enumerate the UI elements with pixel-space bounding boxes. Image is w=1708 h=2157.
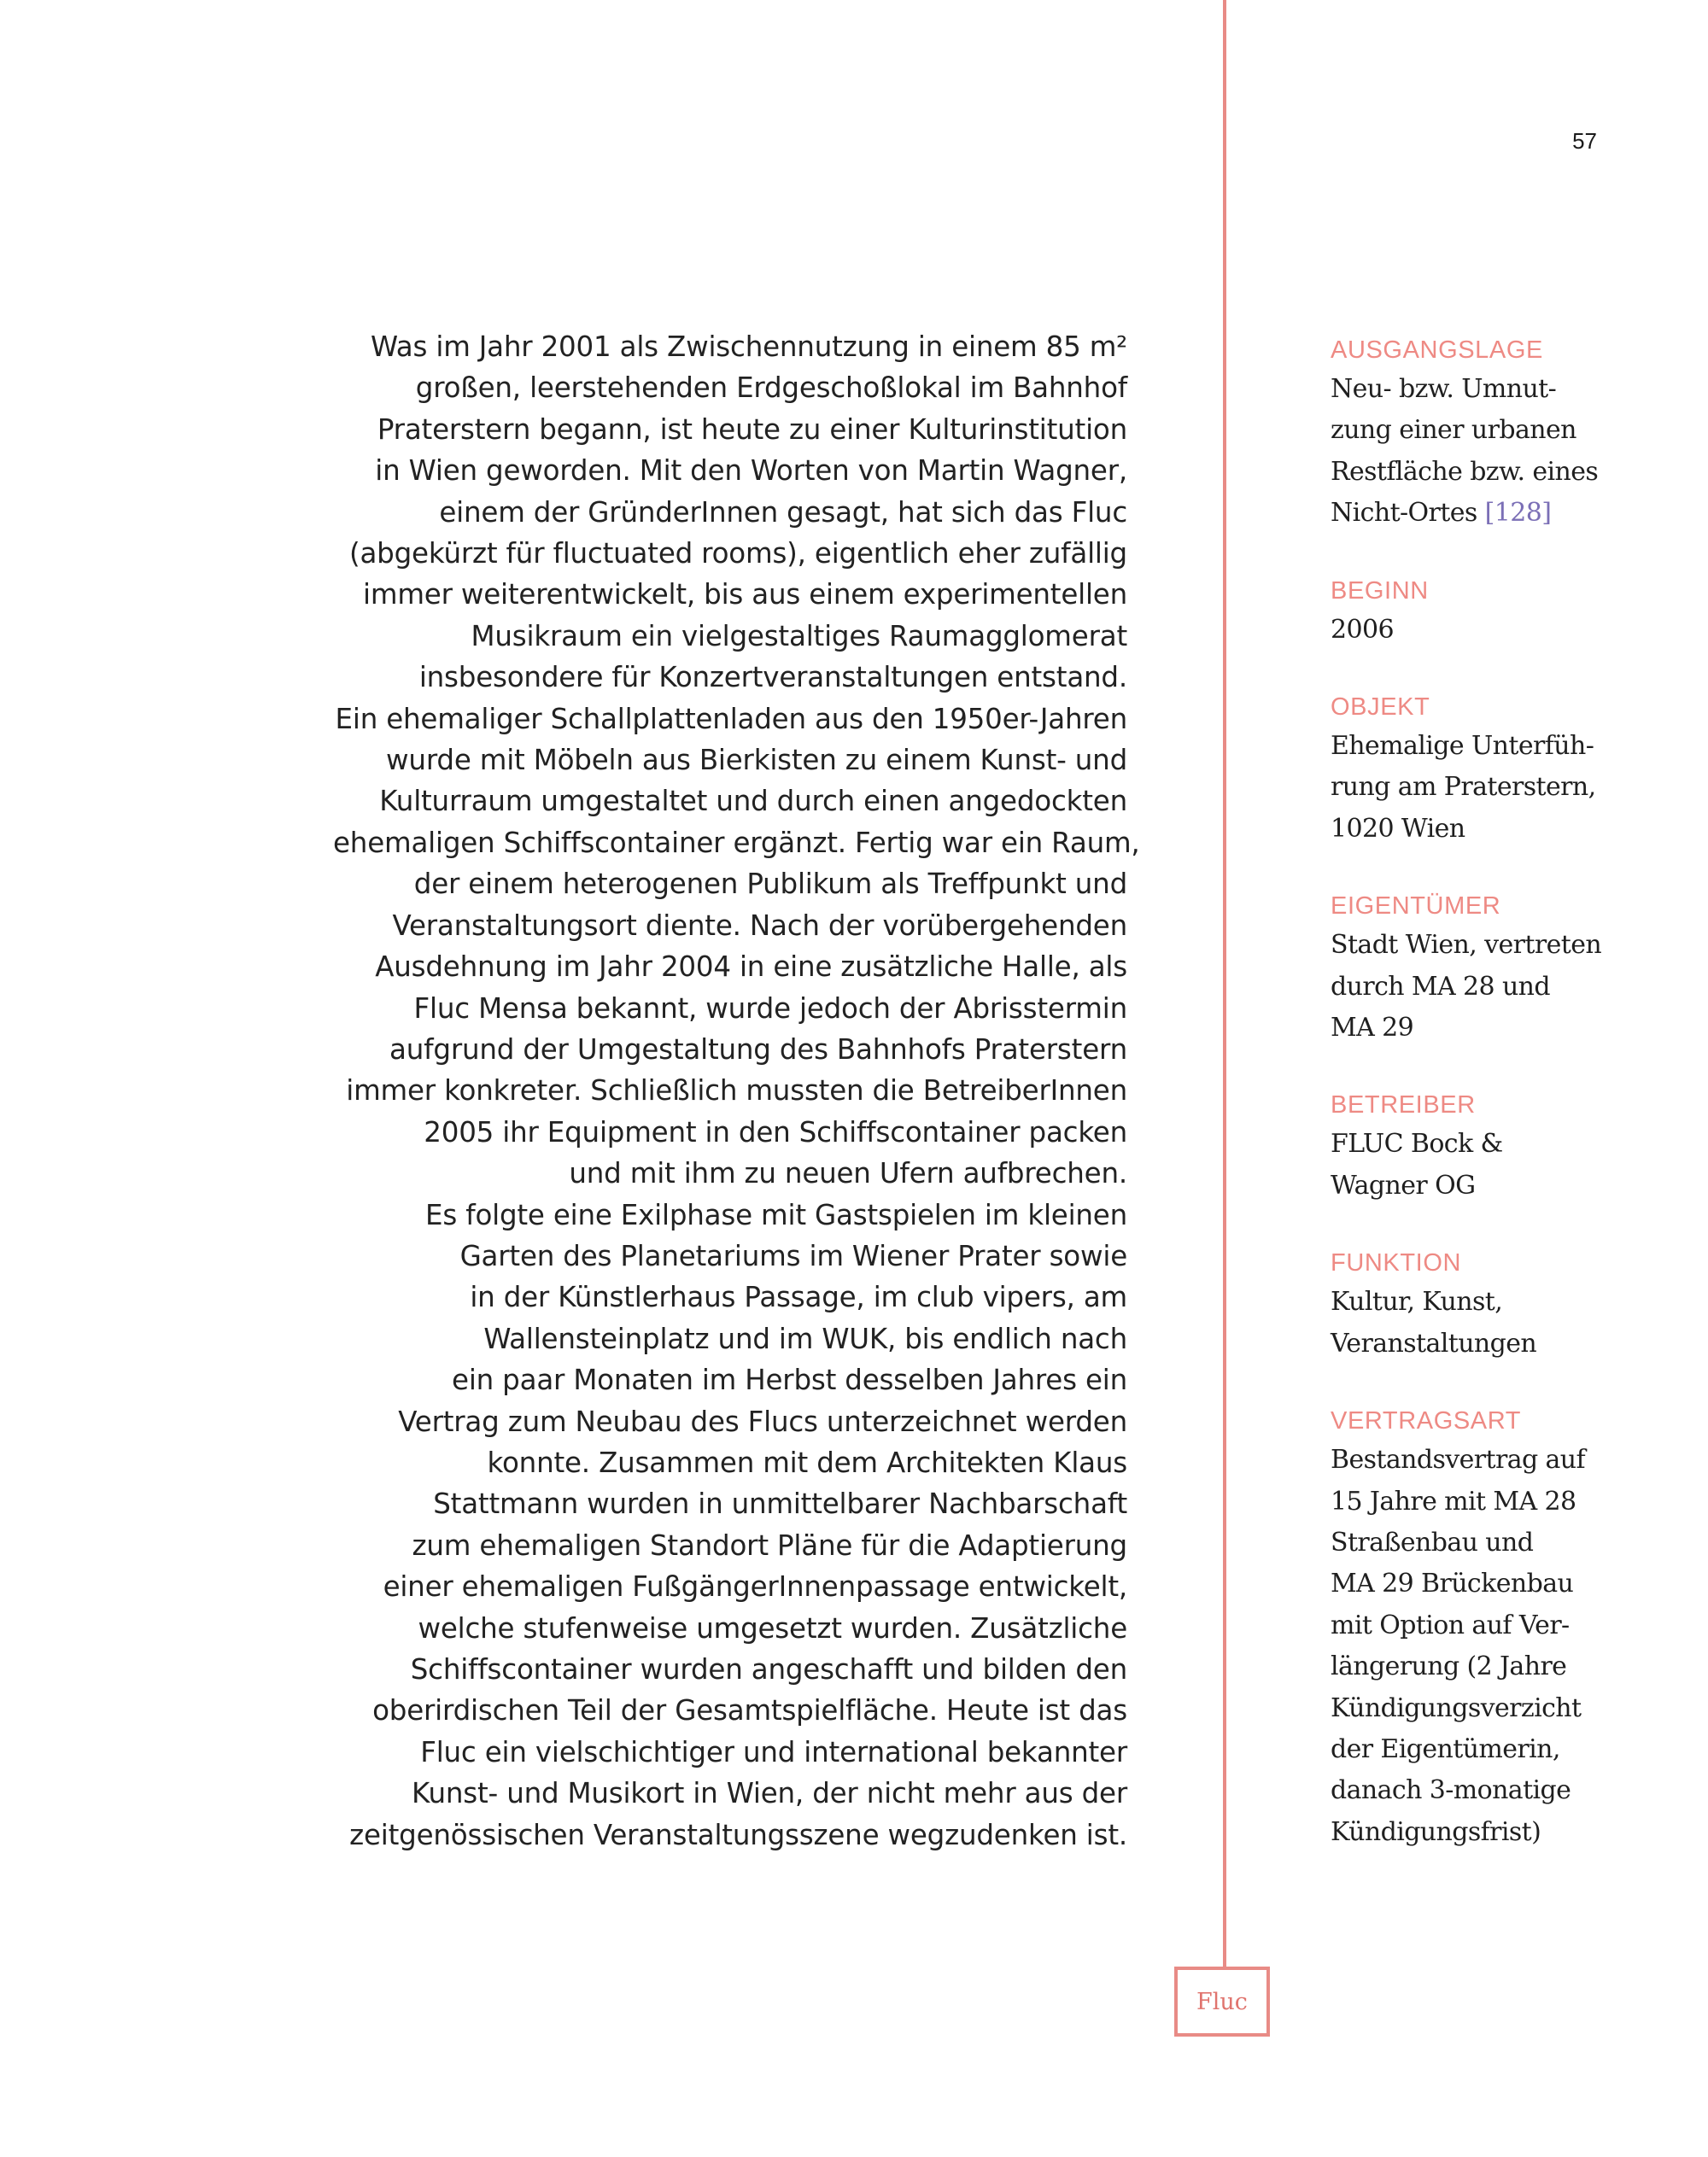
body-line: zum ehemaligen Standort Pläne für die Adaptierung (412, 1529, 1127, 1562)
meta-line: Kultur, Kunst, (1331, 1287, 1503, 1318)
vertical-rule (1223, 0, 1226, 1967)
meta-line: 2006 (1331, 614, 1394, 645)
meta-line: zung einer urbanen (1331, 415, 1576, 446)
body-line: Veranstaltungsort diente. Nach der vorübergehenden (392, 909, 1127, 942)
meta-line: MA 29 (1331, 1013, 1414, 1043)
body-line: Ein ehemaliger Schallplattenladen aus den 1950er-Jahren (335, 702, 1127, 735)
meta-label: EIGENTÜMER (1331, 892, 1501, 921)
meta-label: BEGINN (1331, 576, 1429, 605)
meta-line: mit Option auf Ver- (1331, 1610, 1570, 1640)
body-line: Fluc ein vielschichtiger und international bekannter (420, 1735, 1127, 1768)
body-line: Ausdehnung im Jahr 2004 in eine zusätzliche Halle, als (375, 950, 1127, 984)
meta-value (1331, 925, 1672, 1049)
meta-line: Kündigungsfrist) (1331, 1816, 1541, 1847)
chapter-tab-label: Fluc (1196, 1988, 1248, 2015)
meta-funktion (1331, 1248, 1672, 1365)
body-line: Schiffscontainer wurden angeschafft und bilden den (410, 1653, 1127, 1686)
body-line: Garten des Planetariums im Wiener Prater sowie (459, 1239, 1127, 1272)
meta-line: MA 29 Brückenbau (1331, 1569, 1574, 1599)
body-line: Musikraum ein vielgestaltiges Raumagglomerat (471, 619, 1127, 652)
meta-beginn (1331, 576, 1672, 651)
body-text (333, 326, 1140, 1856)
meta-betreiber (1331, 1090, 1672, 1207)
body-line: Wallensteinplatz und im WUK, bis endlich nach (483, 1322, 1127, 1355)
meta-value (1331, 610, 1672, 651)
body-line: aufgrund der Umgestaltung des Bahnhofs Praterstern (389, 1032, 1127, 1066)
meta-vertragsart (1331, 1406, 1672, 1853)
meta-line: der Eigentümerin, (1331, 1733, 1560, 1764)
meta-objekt (1331, 692, 1672, 850)
body-line: Vertrag zum Neubau des Flucs unterzeichnet werden (398, 1405, 1127, 1438)
meta-line: Veranstaltungen (1331, 1328, 1537, 1359)
meta-value (1331, 726, 1672, 850)
meta-line: Stadt Wien, vertreten (1331, 930, 1602, 961)
body-line: zeitgenössischen Veranstaltungsszene wegzudenken ist. (349, 1818, 1127, 1851)
meta-value (1331, 369, 1672, 535)
body-line: in der Künstlerhaus Passage, im club vipers, am (470, 1281, 1127, 1314)
body-line: Was im Jahr 2001 als Zwischennutzung in einem 85 m² (370, 330, 1127, 363)
body-line: einem der GründerInnen gesagt, hat sich das Fluc (439, 495, 1127, 529)
meta-line-text: Nicht-Ortes (1331, 498, 1477, 529)
body-line: Es folgte eine Exilphase mit Gastspielen im kleinen (425, 1198, 1127, 1231)
body-line: großen, leerstehenden Erdgeschoßlokal im Bahnhof (415, 371, 1127, 405)
body-line: ehemaligen Schiffscontainer ergänzt. Fertig war ein Raum, (333, 826, 1140, 859)
meta-line: 1020 Wien (1331, 813, 1465, 844)
meta-eigentuemer (1331, 891, 1672, 1049)
chapter-tab (1174, 1967, 1270, 2037)
body-line: welche stufenweise umgesetzt wurden. Zusätzliche (418, 1611, 1127, 1645)
meta-line: Kündigungsverzicht (1331, 1692, 1582, 1723)
body-line: (abgekürzt für fluctuated rooms), eigentlich eher zufällig (348, 537, 1127, 570)
body-line: konnte. Zusammen mit dem Architekten Klaus (487, 1446, 1127, 1479)
meta-line (1331, 493, 1672, 534)
body-line: immer weiterentwickelt, bis aus einem experimentellen (363, 578, 1127, 611)
body-line: Fluc Mensa bekannt, wurde jedoch der Abrisstermin (413, 991, 1127, 1025)
meta-line: danach 3-monatige (1331, 1775, 1571, 1806)
body-line: der einem heterogenen Publikum als Treffpunkt und (413, 868, 1127, 901)
meta-value (1331, 1282, 1672, 1365)
meta-line: Straßenbau und (1331, 1527, 1534, 1558)
meta-label: BETREIBER (1331, 1091, 1476, 1119)
meta-label: OBJEKT (1331, 693, 1430, 722)
fact-sidebar (1331, 335, 1672, 1894)
body-line: insbesondere für Konzertveranstaltungen entstand. (418, 661, 1127, 694)
page-number: 57 (1572, 128, 1597, 154)
meta-line: Wagner OG (1331, 1170, 1476, 1201)
meta-label: AUSGANGSLAGE (1331, 336, 1543, 364)
meta-line: Neu- bzw. Umnut- (1331, 374, 1557, 404)
meta-ausgangslage (1331, 335, 1672, 535)
meta-value (1331, 1440, 1672, 1853)
body-line: oberirdischen Teil der Gesamtspielfläche. Heute ist das (372, 1694, 1127, 1727)
body-line: einer ehemaligen FußgängerInnenpassage entwickelt, (383, 1570, 1127, 1604)
meta-line: FLUC Bock & (1331, 1129, 1503, 1160)
body-line: wurde mit Möbeln aus Bierkisten zu einem Kunst- und (386, 744, 1127, 777)
meta-line: längerung (2 Jahre (1331, 1651, 1567, 1682)
body-line: in Wien geworden. Mit den Worten von Martin Wagner, (375, 454, 1127, 488)
body-line: Kunst- und Musikort in Wien, der nicht mehr aus der (411, 1777, 1127, 1810)
reference-link[interactable]: [128] (1484, 498, 1552, 529)
body-line: ein paar Monaten im Herbst desselben Jahres ein (452, 1364, 1127, 1397)
meta-line: Ehemalige Unterfüh- (1331, 731, 1594, 762)
body-line: und mit ihm zu neuen Ufern aufbrechen. (569, 1157, 1127, 1190)
body-line: immer konkreter. Schließlich mussten die BetreiberInnen (346, 1074, 1127, 1108)
meta-line: 15 Jahre mit MA 28 (1331, 1486, 1576, 1517)
body-line: Praterstern begann, ist heute zu einer Kulturinstitution (377, 412, 1127, 446)
meta-line: rung am Praterstern, (1331, 772, 1596, 803)
body-line: 2005 ihr Equipment in den Schiffscontainer packen (424, 1115, 1127, 1149)
meta-line: Restfläche bzw. eines (1331, 456, 1599, 487)
meta-value (1331, 1124, 1672, 1207)
meta-line: durch MA 28 und (1331, 971, 1551, 1002)
body-line: Stattmann wurden in unmittelbarer Nachbarschaft (433, 1488, 1127, 1521)
meta-line: Bestandsvertrag auf (1331, 1445, 1586, 1476)
meta-label: FUNKTION (1331, 1249, 1462, 1277)
meta-label: VERTRAGSART (1331, 1407, 1522, 1435)
body-line: Kulturraum umgestaltet und durch einen angedockten (379, 785, 1127, 818)
